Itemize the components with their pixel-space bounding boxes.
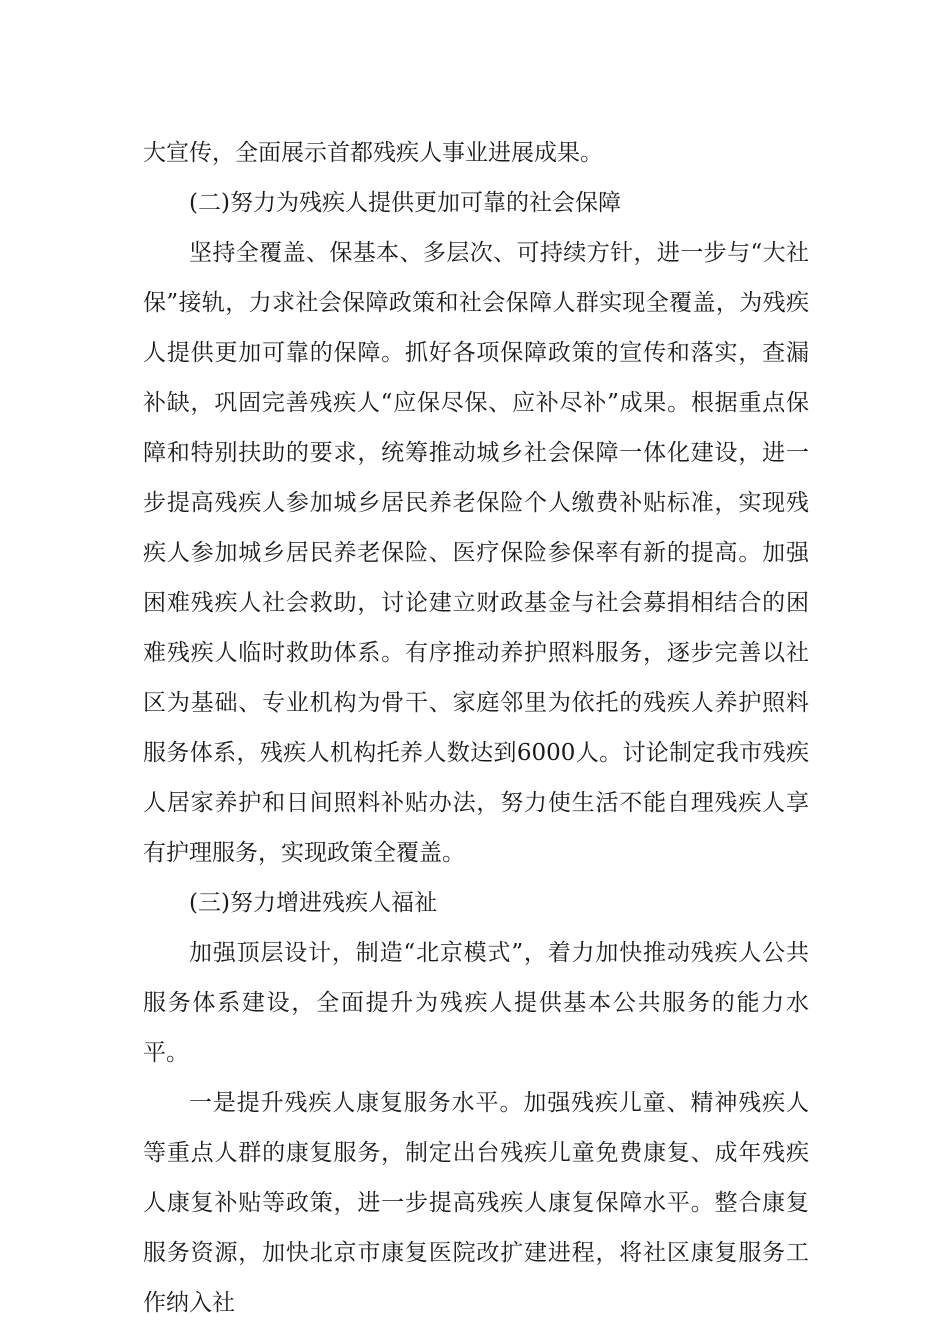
paragraph-social-security: 坚持全覆盖、保基本、多层次、可持续方针，进一步与“大社保”接轨，力求社会保障政策和社会保障人群实现全覆盖，为残疾人提供更加可靠的保障。抓好各项保障政策的宣传和落实，查漏补缺，巩固完善残疾人“应保尽保、应补尽补”成果。根据重点保障和特别扶助的要求，统筹推动城乡社会保障一体化建设，进一步提高残疾人参加城乡居民养老保险个人缴费补贴标准，实现残疾人参加城乡居民养老保险、医疗保险参保率有新的提高。加强困难残疾人社会救助，讨论建立财政基金与社会募捐相结合的困难残疾人临时救助体系。有序推动养护照料服务，逐步完善以社区为基础、专业机构为骨干、家庭邻里为依托的残疾人养护照料服务体系，残疾人机构托养人数达到6000人。讨论制定我市残疾人居家养护和日间照料补贴办法，努力使生活不能自理残疾人享有护理服务，实现政策全覆盖。 bbox=[143, 240, 809, 866]
paragraph-continuation: 大宣传，全面展示首都残疾人事业进展成果。 bbox=[143, 140, 603, 166]
paragraph-welfare-intro: 加强顶层设计，制造“北京模式”，着力加快推动残疾人公共服务体系建设，全面提升为残疾人提供基本公共服务的能力水平。 bbox=[143, 940, 809, 1066]
section-heading-2: (二)努力为残疾人提供更加可靠的社会保障 bbox=[189, 190, 621, 216]
section-heading-3: (三)努力增进残疾人福祉 bbox=[189, 890, 437, 916]
document-body bbox=[143, 128, 809, 1328]
paragraph-rehabilitation: 一是提升残疾人康复服务水平。加强残疾儿童、精神残疾人等重点人群的康复服务，制定出台残疾儿童免费康复、成年残疾人康复补贴等政策，进一步提高残疾人康复保障水平。整合康复服务资源，加快北京市康复医院改扩建进程，将社区康复服务工作纳入社 bbox=[143, 1090, 809, 1316]
